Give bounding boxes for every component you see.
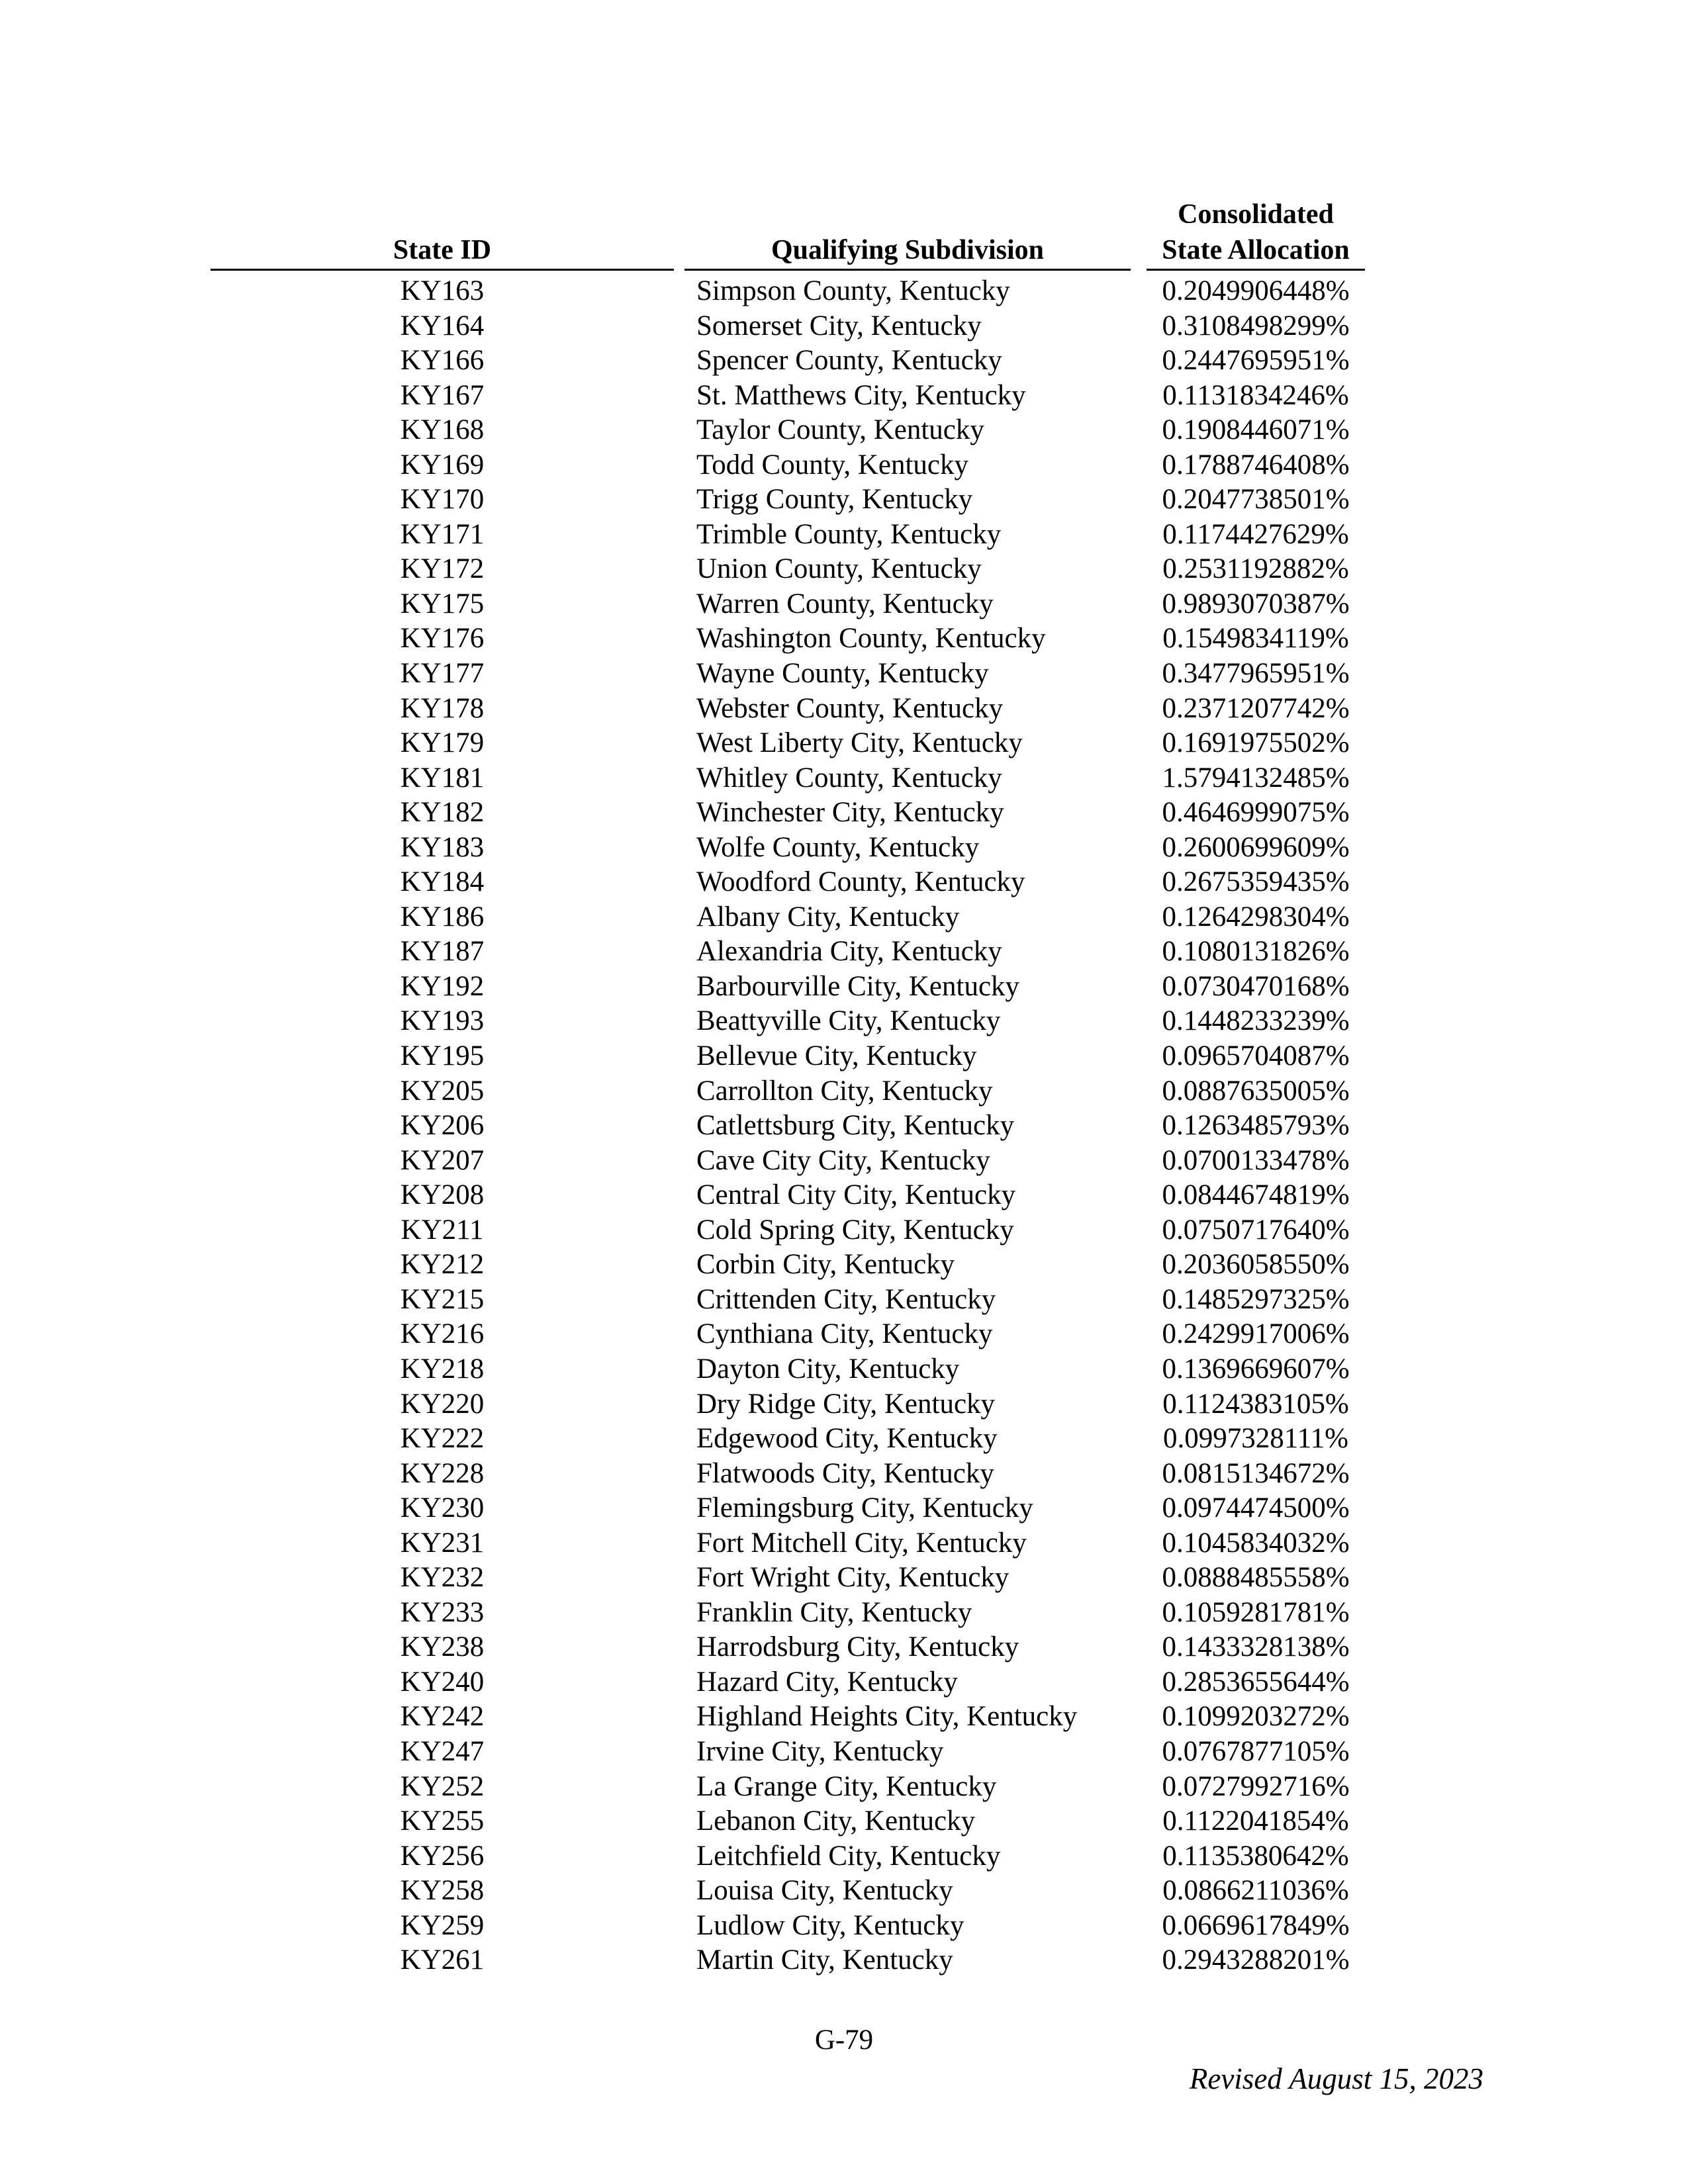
subdivision-cell: Taylor County, Kentucky — [696, 414, 984, 446]
subdivision-cell: Warren County, Kentucky — [696, 588, 994, 619]
allocation-cell: 0.2049906448% — [1162, 275, 1350, 306]
header-rule-state-id — [211, 269, 674, 271]
table-row — [0, 726, 1688, 761]
state-id-cell: KY258 — [400, 1875, 485, 1907]
header-rule-allocation — [1147, 269, 1365, 271]
subdivision-cell: Ludlow City, Kentucky — [696, 1909, 964, 1941]
state-id-cell: KY205 — [400, 1075, 485, 1107]
state-id-cell: KY166 — [400, 345, 485, 377]
state-id-cell: KY261 — [400, 1944, 485, 1976]
subdivision-cell: Winchester City, Kentucky — [696, 797, 1004, 829]
subdivision-cell: Todd County, Kentucky — [696, 449, 969, 480]
allocation-cell: 0.1263485793% — [1162, 1110, 1350, 1142]
table-row — [0, 309, 1688, 344]
allocation-cell: 0.0866211036% — [1162, 1875, 1349, 1907]
allocation-cell: 0.9893070387% — [1162, 588, 1350, 619]
state-id-cell: KY255 — [400, 1805, 485, 1837]
subdivision-cell: Alexandria City, Kentucky — [696, 936, 1002, 968]
allocation-cell: 0.2447695951% — [1162, 345, 1350, 377]
state-id-cell: KY169 — [400, 449, 485, 480]
subdivision-cell: Barbourville City, Kentucky — [696, 970, 1020, 1002]
table-row — [0, 900, 1688, 935]
table-row — [0, 274, 1688, 309]
table-row — [0, 587, 1688, 622]
allocation-cell: 0.1908446071% — [1162, 414, 1350, 446]
allocation-cell: 0.0888485558% — [1162, 1562, 1350, 1594]
table-row — [0, 1352, 1688, 1387]
subdivision-cell: Carrollton City, Kentucky — [696, 1075, 993, 1107]
table-row — [0, 448, 1688, 483]
state-id-cell: KY207 — [400, 1144, 485, 1176]
allocation-cell: 0.0700133478% — [1162, 1144, 1350, 1176]
state-id-cell: KY163 — [400, 275, 485, 306]
state-id-cell: KY252 — [400, 1770, 485, 1802]
subdivision-cell: La Grange City, Kentucky — [696, 1770, 997, 1802]
allocation-cell: 0.1124383105% — [1162, 1388, 1349, 1420]
subdivision-cell: St. Matthews City, Kentucky — [696, 379, 1026, 411]
state-id-cell: KY178 — [400, 692, 485, 724]
table-row — [0, 1665, 1688, 1700]
state-id-cell: KY216 — [400, 1318, 485, 1350]
state-id-cell: KY256 — [400, 1840, 485, 1872]
subdivision-cell: Bellevue City, Kentucky — [696, 1040, 977, 1072]
table-row — [0, 1004, 1688, 1039]
allocation-cell: 0.2371207742% — [1162, 692, 1350, 724]
state-id-cell: KY259 — [400, 1909, 485, 1941]
state-id-cell: KY242 — [400, 1701, 485, 1733]
header-qualifying-subdivision: Qualifying Subdivision — [771, 235, 1045, 265]
table-row — [0, 1770, 1688, 1805]
table-row — [0, 1144, 1688, 1179]
allocation-cell: 0.0750717640% — [1162, 1214, 1350, 1246]
table-row — [0, 865, 1688, 900]
allocation-cell: 0.1099203272% — [1162, 1701, 1350, 1733]
subdivision-cell: West Liberty City, Kentucky — [696, 727, 1023, 759]
allocation-cell: 0.1369669607% — [1162, 1353, 1350, 1385]
subdivision-cell: Lebanon City, Kentucky — [696, 1805, 976, 1837]
subdivision-cell: Crittenden City, Kentucky — [696, 1283, 996, 1315]
state-id-cell: KY222 — [400, 1423, 485, 1455]
state-id-cell: KY238 — [400, 1631, 485, 1663]
allocation-cell: 0.0974474500% — [1162, 1492, 1350, 1524]
subdivision-cell: Wayne County, Kentucky — [696, 658, 989, 690]
state-id-cell: KY218 — [400, 1353, 485, 1385]
subdivision-cell: Wolfe County, Kentucky — [696, 831, 980, 863]
allocation-cell: 0.2429917006% — [1162, 1318, 1350, 1350]
allocation-cell: 0.1174427629% — [1162, 518, 1349, 550]
state-id-cell: KY212 — [400, 1249, 485, 1281]
allocation-cell: 0.4646999075% — [1162, 797, 1350, 829]
subdivision-cell: Union County, Kentucky — [696, 553, 982, 585]
state-id-cell: KY181 — [400, 762, 485, 794]
state-id-cell: KY192 — [400, 970, 485, 1002]
state-id-cell: KY187 — [400, 936, 485, 968]
table-row — [0, 1943, 1688, 1978]
state-id-cell: KY171 — [400, 518, 485, 550]
allocation-cell: 0.1788746408% — [1162, 449, 1350, 480]
allocation-cell: 0.1549834119% — [1162, 623, 1349, 655]
subdivision-cell: Hazard City, Kentucky — [696, 1666, 958, 1698]
subdivision-cell: Trimble County, Kentucky — [696, 518, 1002, 550]
header-allocation-line2: State Allocation — [1162, 235, 1350, 265]
allocation-cell: 0.3108498299% — [1162, 310, 1350, 341]
allocation-cell: 0.2853655644% — [1162, 1666, 1350, 1698]
state-id-cell: KY177 — [400, 658, 485, 690]
state-id-cell: KY232 — [400, 1562, 485, 1594]
allocation-cell: 0.1080131826% — [1162, 936, 1350, 968]
table-row — [0, 831, 1688, 866]
state-id-cell: KY167 — [400, 379, 485, 411]
state-id-cell: KY208 — [400, 1179, 485, 1211]
allocation-cell: 0.1433328138% — [1162, 1631, 1350, 1663]
state-id-cell: KY231 — [400, 1527, 485, 1559]
table-row — [0, 1874, 1688, 1909]
allocation-cell: 0.1485297325% — [1162, 1283, 1350, 1315]
table-row — [0, 1422, 1688, 1457]
revised-date: Revised August 15, 2023 — [1189, 2062, 1483, 2095]
state-id-cell: KY233 — [400, 1596, 485, 1628]
subdivision-cell: Highland Heights City, Kentucky — [696, 1701, 1078, 1733]
table-row — [0, 657, 1688, 692]
header-state-id: State ID — [393, 235, 492, 265]
subdivision-cell: Edgewood City, Kentucky — [696, 1423, 998, 1455]
allocation-cell: 0.2036058550% — [1162, 1249, 1350, 1281]
allocation-cell: 0.1448233239% — [1162, 1005, 1350, 1037]
allocation-cell: 0.0727992716% — [1162, 1770, 1350, 1802]
table-row — [0, 692, 1688, 727]
state-id-cell: KY240 — [400, 1666, 485, 1698]
subdivision-cell: Martin City, Kentucky — [696, 1944, 953, 1976]
table-row — [0, 482, 1688, 518]
subdivision-cell: Leitchfield City, Kentucky — [696, 1840, 1001, 1872]
state-id-cell: KY176 — [400, 623, 485, 655]
state-id-cell: KY215 — [400, 1283, 485, 1315]
subdivision-cell: Trigg County, Kentucky — [696, 484, 973, 516]
table-row — [0, 1283, 1688, 1318]
state-id-cell: KY164 — [400, 310, 485, 341]
subdivision-cell: Spencer County, Kentucky — [696, 345, 1002, 377]
allocation-cell: 0.0887635005% — [1162, 1075, 1350, 1107]
allocation-cell: 0.1135380642% — [1162, 1840, 1349, 1872]
subdivision-cell: Flemingsburg City, Kentucky — [696, 1492, 1033, 1524]
table-row — [0, 1317, 1688, 1352]
state-id-cell: KY183 — [400, 831, 485, 863]
state-id-cell: KY170 — [400, 484, 485, 516]
subdivision-cell: Simpson County, Kentucky — [696, 275, 1010, 306]
subdivision-cell: Dayton City, Kentucky — [696, 1353, 960, 1385]
subdivision-cell: Cynthiana City, Kentucky — [696, 1318, 993, 1350]
state-id-cell: KY247 — [400, 1735, 485, 1767]
subdivision-cell: Somerset City, Kentucky — [696, 310, 982, 341]
subdivision-cell: Cave City City, Kentucky — [696, 1144, 990, 1176]
allocation-cell: 0.1045834032% — [1162, 1527, 1350, 1559]
allocation-cell: 0.1122041854% — [1162, 1805, 1349, 1837]
allocation-cell: 0.1264298304% — [1162, 901, 1350, 933]
state-id-cell: KY175 — [400, 588, 485, 619]
table-row — [0, 1491, 1688, 1526]
allocation-cell: 0.1131834246% — [1162, 379, 1349, 411]
allocation-cell: 0.1691975502% — [1162, 727, 1350, 759]
state-id-cell: KY228 — [400, 1457, 485, 1489]
allocation-cell: 0.2943288201% — [1162, 1944, 1350, 1976]
table-row — [0, 621, 1688, 657]
allocation-cell: 0.1059281781% — [1162, 1596, 1350, 1628]
subdivision-cell: Woodford County, Kentucky — [696, 866, 1025, 898]
subdivision-cell: Corbin City, Kentucky — [696, 1249, 955, 1281]
subdivision-cell: Fort Wright City, Kentucky — [696, 1562, 1009, 1594]
table-row — [0, 1909, 1688, 1944]
table-row — [0, 1039, 1688, 1074]
table-row — [0, 1735, 1688, 1770]
state-id-cell: KY195 — [400, 1040, 485, 1072]
table-row — [0, 343, 1688, 379]
subdivision-cell: Washington County, Kentucky — [696, 623, 1046, 655]
table-row — [0, 1213, 1688, 1248]
subdivision-cell: Beattyville City, Kentucky — [696, 1005, 1001, 1037]
subdivision-cell: Catlettsburg City, Kentucky — [696, 1110, 1015, 1142]
state-id-cell: KY211 — [400, 1214, 484, 1246]
table-row — [0, 761, 1688, 796]
allocation-cell: 0.3477965951% — [1162, 658, 1350, 690]
allocation-cell: 0.0844674819% — [1162, 1179, 1350, 1211]
header-allocation-line1: Consolidated — [1178, 199, 1334, 230]
page-number: G-79 — [814, 2025, 874, 2056]
table-row — [0, 1596, 1688, 1631]
table-row — [0, 379, 1688, 414]
table-row — [0, 1457, 1688, 1492]
state-id-cell: KY193 — [400, 1005, 485, 1037]
state-id-cell: KY220 — [400, 1388, 485, 1420]
subdivision-cell: Central City City, Kentucky — [696, 1179, 1016, 1211]
header-rule-subdivision — [684, 269, 1131, 271]
table-row — [0, 552, 1688, 587]
subdivision-cell: Webster County, Kentucky — [696, 692, 1004, 724]
subdivision-cell: Whitley County, Kentucky — [696, 762, 1002, 794]
table-row — [0, 1074, 1688, 1109]
state-id-cell: KY206 — [400, 1110, 485, 1142]
allocation-cell: 0.0669617849% — [1162, 1909, 1350, 1941]
table-row — [0, 1630, 1688, 1665]
allocation-cell: 0.2600699609% — [1162, 831, 1350, 863]
state-id-cell: KY168 — [400, 414, 485, 446]
subdivision-cell: Louisa City, Kentucky — [696, 1875, 953, 1907]
table-body — [0, 274, 1688, 1978]
allocation-cell: 0.2531192882% — [1162, 553, 1349, 585]
state-id-cell: KY184 — [400, 866, 485, 898]
table-row — [0, 1109, 1688, 1144]
table-row — [0, 413, 1688, 448]
subdivision-cell: Fort Mitchell City, Kentucky — [696, 1527, 1027, 1559]
state-id-cell: KY179 — [400, 727, 485, 759]
table-row — [0, 1839, 1688, 1874]
allocation-cell: 0.0997328111% — [1163, 1423, 1348, 1455]
allocation-cell: 0.0767877105% — [1162, 1735, 1350, 1767]
state-id-cell: KY182 — [400, 797, 485, 829]
table-row — [0, 1700, 1688, 1735]
allocation-cell: 0.2047738501% — [1162, 484, 1350, 516]
allocation-cell: 1.5794132485% — [1162, 762, 1350, 794]
state-id-cell: KY230 — [400, 1492, 485, 1524]
subdivision-cell: Flatwoods City, Kentucky — [696, 1457, 994, 1489]
header-consolidated-state-allocation — [1147, 197, 1365, 268]
subdivision-cell: Albany City, Kentucky — [696, 901, 960, 933]
subdivision-cell: Irvine City, Kentucky — [696, 1735, 944, 1767]
table-row — [0, 518, 1688, 553]
table-row — [0, 1248, 1688, 1283]
allocation-cell: 0.2675359435% — [1162, 866, 1350, 898]
allocation-cell: 0.0965704087% — [1162, 1040, 1350, 1072]
state-id-cell: KY186 — [400, 901, 485, 933]
subdivision-cell: Harrodsburg City, Kentucky — [696, 1631, 1019, 1663]
table-row — [0, 1804, 1688, 1839]
table-row — [0, 1526, 1688, 1561]
table-row — [0, 796, 1688, 831]
subdivision-cell: Franklin City, Kentucky — [696, 1596, 972, 1628]
table-row — [0, 1561, 1688, 1596]
state-id-cell: KY172 — [400, 553, 485, 585]
subdivision-cell: Dry Ridge City, Kentucky — [696, 1388, 996, 1420]
table-row — [0, 934, 1688, 970]
allocation-cell: 0.0730470168% — [1162, 970, 1350, 1002]
table-row — [0, 1178, 1688, 1213]
table-row — [0, 1387, 1688, 1422]
subdivision-cell: Cold Spring City, Kentucky — [696, 1214, 1014, 1246]
table-row — [0, 970, 1688, 1005]
allocation-cell: 0.0815134672% — [1162, 1457, 1350, 1489]
